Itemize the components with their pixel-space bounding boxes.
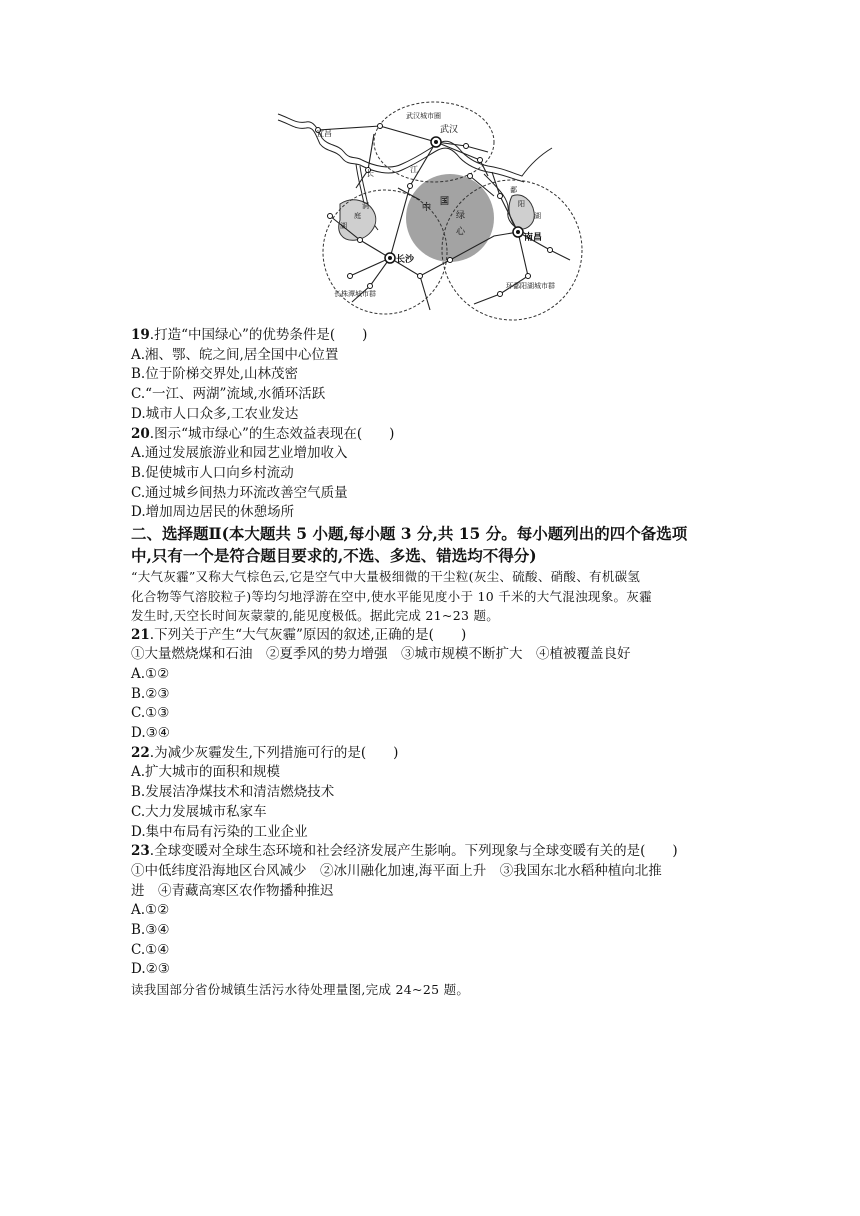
- q19-option-d: D.城市人口众多,工农业发达: [131, 405, 299, 422]
- haze-passage-line3: 发生时,天空长时间灰蒙蒙的,能见度极低。据此完成 21~23 题。: [131, 608, 500, 624]
- question-content: [131, 326, 741, 1000]
- label-guo: 国: [440, 197, 450, 207]
- q19-option-a: A.湘、鄂、皖之间,居全国中心位置: [131, 346, 339, 363]
- label-lv: 绿: [456, 211, 466, 221]
- label-hu-poyang: 湖: [534, 212, 541, 220]
- label-changsha: 长沙: [396, 255, 415, 265]
- label-wuhan: 武汉: [440, 125, 459, 135]
- q21-stem: [131, 626, 741, 646]
- label-hu-dongting: 湖: [340, 222, 347, 230]
- label-wuhan-cluster: 武汉城市圈: [406, 112, 441, 120]
- label-nanchang: 南昌: [524, 233, 543, 243]
- q21-option-a: A.①②: [131, 665, 170, 682]
- label-yang: 阳: [518, 200, 525, 208]
- q23-stem-text: .全球变暖对全球生态环境和社会经济发展产生影响。下列现象与全球变暖有关的是( ): [149, 843, 678, 860]
- label-dong: 洞: [362, 202, 369, 210]
- section-2-heading-line2: 中,只有一个是符合题目要求的,不选、多选、错选均不得分): [131, 546, 537, 566]
- q20-stem-text: .图示“城市绿心”的生态效益表现在( ): [149, 425, 395, 442]
- q23-stem: [131, 842, 741, 862]
- q19-number: 19: [131, 327, 150, 343]
- label-chang: 长: [366, 169, 374, 178]
- q23-option-a: A.①②: [131, 902, 170, 919]
- q21-option-b: B.②③: [131, 685, 170, 702]
- q21-option-d: D.③④: [131, 725, 170, 742]
- label-jiang: 江: [410, 165, 418, 174]
- q20-option-c: C.通过城乡间热力环流改善空气质量: [131, 484, 348, 501]
- label-changzhutan: 长株潭城市群: [334, 290, 376, 298]
- q20-number: 20: [131, 425, 150, 442]
- label-yichang: 宜昌: [316, 129, 332, 138]
- label-poyang-cluster: 环鄱阳湖城市群: [506, 282, 555, 290]
- haze-passage-line1: “大气灰霾”又称大气棕色云,它是空气中大量极细微的干尘粒(灰尘、硫酸、硝酸、有机碳氢: [131, 569, 641, 585]
- q22-stem: [131, 744, 741, 764]
- q23-number: 23: [131, 843, 150, 860]
- q22-number: 22: [131, 744, 150, 761]
- q20-option-d: D.增加周边居民的休憩场所: [131, 504, 295, 521]
- q21-items: ①大量燃烧煤和石油 ②夏季风的势力增强 ③城市规模不断扩大 ④植被覆盖良好: [131, 646, 631, 663]
- label-zhong: 中: [422, 203, 432, 213]
- q19-stem: [131, 326, 741, 346]
- q22-option-d: D.集中布局有污染的工业企业: [131, 823, 308, 840]
- q22-stem-text: .为减少灰霾发生,下列措施可行的是( ): [149, 744, 399, 761]
- q20-stem: [131, 425, 741, 445]
- label-ting: 庭: [354, 212, 361, 220]
- q23-items-line2: 进 ④青藏高寒区农作物播种推迟: [131, 882, 334, 899]
- label-po: 鄱: [510, 186, 517, 194]
- label-xin: 心: [456, 227, 466, 237]
- q19-stem-text: .打造“中国绿心”的优势条件是( ): [149, 327, 368, 343]
- q22-option-c: C.大力发展城市私家车: [131, 803, 267, 820]
- sewage-chart-intro: 读我国部分省份城镇生活污水待处理量图,完成 24~25 题。: [131, 982, 470, 998]
- section-2-heading-line1: 二、选择题Ⅱ(本大题共 5 小题,每小题 3 分,共 15 分。每小题列出的四个备选项: [131, 524, 688, 544]
- urban-green-heart-map: [270, 100, 590, 332]
- q21-stem-text: .下列关于产生“大气灰霾”原因的叙述,正确的是( ): [149, 626, 467, 643]
- q22-option-a: A.扩大城市的面积和规模: [131, 764, 281, 781]
- q23-option-c: C.①④: [131, 941, 170, 958]
- q22-option-b: B.发展洁净煤技术和清洁燃烧技术: [131, 784, 335, 801]
- q23-option-d: D.②③: [131, 961, 170, 978]
- q23-option-b: B.③④: [131, 922, 170, 939]
- q19-option-c: C.“一江、两湖”流域,水循环活跃: [131, 386, 326, 403]
- q21-option-c: C.①③: [131, 705, 170, 722]
- q23-items-line1: ①中低纬度沿海地区台风减少 ②冰川融化加速,海平面上升 ③我国东北水稻种植向北推: [131, 862, 662, 879]
- q21-number: 21: [131, 626, 150, 643]
- haze-passage-line2: 化合物等气溶胶粒子)等均匀地浮游在空中,使水平能见度小于 10 千米的大气混浊现象。灰霾: [131, 588, 652, 604]
- q19-option-b: B.位于阶梯交界处,山林茂密: [131, 366, 299, 383]
- q20-option-a: A.通过发展旅游业和园艺业增加收入: [131, 445, 348, 462]
- q20-option-b: B.促使城市人口向乡村流动: [131, 464, 294, 481]
- dongting-lake: [339, 200, 376, 240]
